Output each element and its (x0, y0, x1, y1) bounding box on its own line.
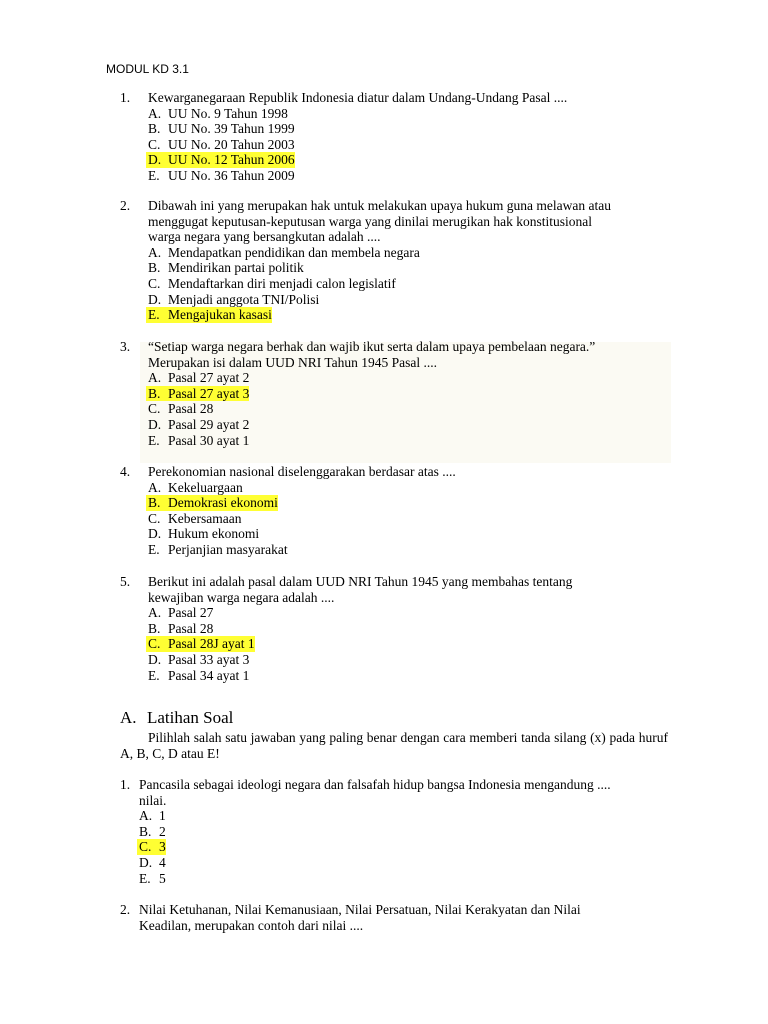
question-text-line: Perekonomian nasional diselenggarakan berdasar atas .... (148, 464, 456, 479)
section-heading (120, 708, 233, 728)
question-text-line: nilai. (139, 792, 167, 808)
option-text: Mendirikan partai politik (168, 260, 304, 276)
option-letter: C. (148, 636, 161, 652)
option-letter: A. (148, 605, 162, 621)
option-letter: A. (148, 244, 162, 260)
question-number: 1. (120, 777, 131, 792)
option-letter: A. (148, 479, 162, 495)
option-text: Pasal 29 ayat 2 (168, 416, 250, 432)
option-text: 3 (159, 839, 166, 855)
option-text: Pasal 33 ayat 3 (168, 651, 250, 667)
option-text: Pasal 27 ayat 3 (168, 385, 250, 401)
option-text: 1 (159, 808, 166, 824)
question-text-line: Merupakan isi dalam UUD NRI Tahun 1945 Pasal .... (148, 354, 438, 370)
question-number: 5. (120, 574, 131, 589)
option-text: Hukum ekonomi (168, 526, 260, 542)
module-title: MODUL KD 3.1 (106, 62, 189, 76)
option-text: UU No. 9 Tahun 1998 (168, 105, 288, 121)
question-text-line: kewajiban warga negara adalah .... (148, 589, 335, 605)
question-number: 2. (120, 198, 131, 213)
question-text-line: Dibawah ini yang merupakan hak untuk melakukan upaya hukum guna melawan atau (148, 198, 611, 213)
option-letter: D. (148, 152, 162, 168)
option-text: Perjanjian masyarakat (168, 541, 288, 557)
option-letter: B. (148, 620, 161, 636)
question-text-line: Nilai Ketuhanan, Nilai Kemanusiaan, Nilai Persatuan, Nilai Kerakyatan dan Nilai (139, 902, 581, 917)
section-letter: A. (120, 708, 137, 727)
question-text-line: warga negara yang bersangkutan adalah .... (148, 229, 381, 245)
option-text: Pasal 28 (168, 620, 214, 636)
option-letter: D. (148, 416, 162, 432)
option-letter: D. (148, 651, 162, 667)
option-letter: C. (148, 510, 161, 526)
option-letter: E. (148, 667, 160, 683)
option-text: Mendaftarkan diri menjadi calon legislatif (168, 275, 396, 291)
question-number: 1. (120, 90, 131, 105)
option-text: Pasal 28J ayat 1 (168, 636, 255, 652)
option-text: UU No. 20 Tahun 2003 (168, 136, 295, 152)
option-letter: E. (148, 167, 160, 183)
option-letter: E. (148, 432, 160, 448)
option-letter: B. (148, 260, 161, 276)
option-text: Kebersamaan (168, 510, 242, 526)
option-text: Kekeluargaan (168, 479, 243, 495)
option-text: Pasal 27 ayat 2 (168, 370, 250, 386)
question-text-line: Keadilan, merupakan contoh dari nilai .... (139, 917, 364, 933)
option-letter: C. (148, 401, 161, 417)
option-letter: C. (139, 839, 152, 855)
option-letter: D. (148, 526, 162, 542)
option-letter: E. (139, 870, 151, 886)
option-text: Mendapatkan pendidikan dan membela negara (168, 244, 420, 260)
question-number: 4. (120, 464, 131, 479)
option-letter: B. (148, 121, 161, 137)
option-letter: B. (148, 495, 161, 511)
option-text: Demokrasi ekonomi (168, 495, 278, 511)
option-text: Pasal 30 ayat 1 (168, 432, 250, 448)
question-number: 3. (120, 339, 131, 354)
option-text: UU No. 36 Tahun 2009 (168, 167, 295, 183)
question-text-line: menggugat keputusan-keputusan warga yang dinilai merugikan hak konstitusional (148, 213, 593, 229)
section-title: Latihan Soal (147, 708, 234, 727)
option-letter: A. (139, 808, 153, 824)
option-letter: A. (148, 370, 162, 386)
option-letter: C. (148, 136, 161, 152)
option-letter: D. (148, 291, 162, 307)
option-letter: C. (148, 275, 161, 291)
section-instruction: Pilihlah salah satu jawaban yang paling benar dengan cara memberi tanda silang (x) pada huruf A, B, C, D atau E! (120, 730, 668, 761)
option-text: UU No. 12 Tahun 2006 (168, 152, 295, 168)
question-text-line: Kewarganegaraan Republik Indonesia diatur dalam Undang-Undang Pasal .... (148, 90, 568, 105)
option-text: 2 (159, 823, 166, 839)
option-letter: B. (148, 385, 161, 401)
option-letter: A. (148, 105, 162, 121)
option-letter: E. (148, 541, 160, 557)
option-letter: D. (139, 854, 153, 870)
option-text: Pasal 27 (168, 605, 214, 621)
option-text: Pasal 34 ayat 1 (168, 667, 250, 683)
option-letter: B. (139, 823, 152, 839)
question-number: 2. (120, 902, 131, 917)
question-text-line: Pancasila sebagai ideologi negara dan falsafah hidup bangsa Indonesia mengandung .... (139, 777, 611, 792)
option-text: Menjadi anggota TNI/Polisi (168, 291, 320, 307)
question-text-line: Berikut ini adalah pasal dalam UUD NRI Tahun 1945 yang membahas tentang (148, 574, 573, 589)
option-text: 4 (159, 854, 166, 870)
option-text: Pasal 28 (168, 401, 214, 417)
question-text-line: “Setiap warga negara berhak dan wajib ikut serta dalam upaya pembelaan negara.” (148, 339, 596, 354)
option-text: UU No. 39 Tahun 1999 (168, 121, 295, 137)
option-text: Mengajukan kasasi (168, 307, 272, 323)
option-letter: E. (148, 307, 160, 323)
option-text: 5 (159, 870, 166, 886)
